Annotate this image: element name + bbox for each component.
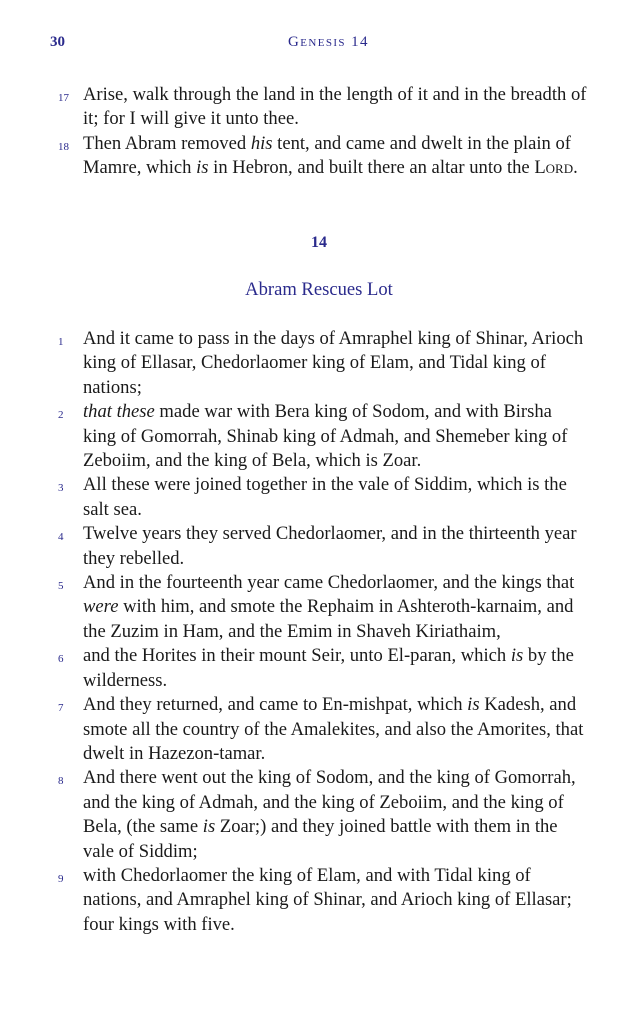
text-run: made war with Bera king of Sodom, and with Birsha king of Gomorrah, Shinab king of Admah, and Shemeber king of Zeboiim, and the king of Bela, which is Zoar. <box>83 401 568 472</box>
text-run: Zoar;) and they joined battle with them in the vale of Siddim; <box>83 816 558 862</box>
verse-text: Twelve years they served Chedorlaomer, and in the thirteenth year they rebelled. <box>83 523 577 569</box>
text-run: and the Horites in their mount Seir, unto El-paran, which <box>83 645 511 667</box>
text-run: Kadesh, and smote all the country of the Amalekites, and also the Amorites, that dwelt in Hazezon-tamar. <box>83 694 584 764</box>
verse-number: 7 <box>58 702 64 715</box>
verse-number: 17 <box>58 92 69 104</box>
verse-14-8 <box>50 766 588 864</box>
running-head: Genesis 14 <box>288 34 369 50</box>
text-run: Then Abram removed <box>83 132 251 154</box>
verse-number: 6 <box>58 653 64 666</box>
verse-number: 3 <box>58 482 64 495</box>
verse-number: 9 <box>58 872 64 885</box>
verse-text <box>83 133 578 178</box>
page-header <box>50 34 588 56</box>
text-run: And in the fourteenth year came Chedorlaomer, and the kings that <box>83 572 575 594</box>
verse-14-1 <box>50 327 588 400</box>
verse-14-7 <box>50 693 588 766</box>
verse-text <box>83 694 583 764</box>
italic-run: is <box>202 816 216 838</box>
verse-text: And it came to pass in the days of Amraphel king of Shinar, Arioch king of Ellasar, Chedorlaomer king of Elam, and Tidal king of nations; <box>83 328 584 398</box>
verse-text: All these were joined together in the vale of Siddim, which is the salt sea. <box>83 474 567 520</box>
verse-14-2 <box>50 400 588 473</box>
chapter-number: 14 <box>311 234 327 251</box>
verse-14-4 <box>50 522 588 571</box>
verse-13-17 <box>50 83 588 132</box>
text-run: tent, and came and dwelt in the plain of Mamre, which <box>83 132 571 179</box>
text-run: . <box>573 157 578 179</box>
italic-run: is <box>467 694 480 716</box>
verse-number: 18 <box>58 140 69 153</box>
verse-number: 2 <box>58 409 64 422</box>
text-run: with him, and smote the Rephaim in Ashteroth-karnaim, and the Zuzim in Ham, and the Emim in Shaveh Kiriathaim, <box>83 596 574 642</box>
verse-text <box>83 645 574 690</box>
verse-number: 8 <box>58 775 64 788</box>
italic-run: is <box>510 645 524 667</box>
italic-run: that these <box>83 401 155 423</box>
italic-run: his <box>250 132 273 154</box>
text-run: And they returned, and came to En-mishpat, which <box>83 694 468 716</box>
text-run: by the wilderness. <box>83 645 574 691</box>
verse-number: 5 <box>58 580 64 593</box>
verse-text <box>83 767 576 861</box>
section-title: Abram Rescues Lot <box>245 279 393 300</box>
text-run: And there went out the king of Sodom, and the king of Gomorrah, and the king of Admah, and the king of Zeboiim, and the king of Bela, (the same <box>83 767 576 838</box>
italic-run: is <box>196 157 209 179</box>
verse-14-5 <box>50 571 588 644</box>
verse-number: 4 <box>58 531 64 544</box>
verse-text: Arise, walk through the land in the length of it and in the breadth of it; for I will give it unto thee. <box>83 84 587 130</box>
text-run: in Hebron, and built there an altar unto the <box>208 157 535 179</box>
page-number: 30 <box>50 34 65 50</box>
verse-text <box>83 401 567 471</box>
verse-14-9 <box>50 864 588 937</box>
italic-run: were <box>83 596 119 618</box>
chapter-verses <box>50 327 588 937</box>
verse-14-6 <box>50 644 588 693</box>
verse-13-18 <box>50 132 588 181</box>
verse-number: 1 <box>58 336 64 348</box>
verse-14-3 <box>50 473 588 522</box>
verse-text <box>83 572 574 642</box>
small-caps-run: Lord <box>534 157 574 179</box>
top-verses <box>50 83 588 181</box>
verse-text: with Chedorlaomer the king of Elam, and with Tidal king of nations, and Amraphel king of Shinar, and Arioch king of Ellasar; four kings with five. <box>83 864 572 935</box>
